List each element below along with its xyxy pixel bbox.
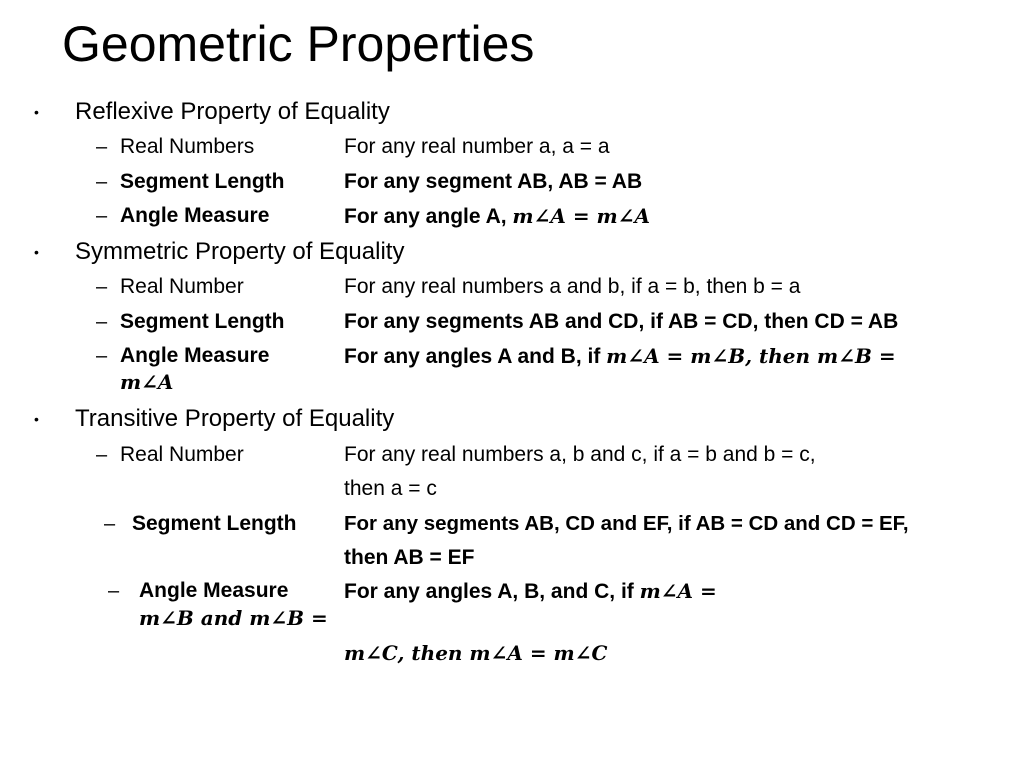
definition-transitive-angle bbox=[344, 578, 717, 605]
term-segment-length: Segment Length bbox=[120, 310, 285, 333]
dash-marker: – bbox=[96, 345, 108, 367]
section-heading-transitive: Transitive Property of Equality bbox=[75, 405, 395, 432]
math-continuation: m∠C, then m∠A = m∠C bbox=[344, 641, 608, 665]
dash-marker: – bbox=[96, 171, 108, 193]
term-angle-measure: Angle Measure bbox=[139, 579, 289, 602]
definition-symmetric-real: For any real numbers a and b, if a = b, then b = a bbox=[344, 275, 801, 298]
definition-text: For any angle A, bbox=[344, 205, 513, 228]
definition-text: For any angles A, B, and C, if bbox=[344, 580, 640, 603]
bullet-marker: • bbox=[34, 244, 39, 260]
math-continuation: m∠B and m∠B = bbox=[139, 606, 328, 630]
dash-marker: – bbox=[96, 276, 108, 298]
dash-marker: – bbox=[104, 513, 116, 535]
math-expression: m∠A = m∠A bbox=[512, 204, 650, 228]
definition-symmetric-segment: For any segments AB and CD, if AB = CD, then CD = AB bbox=[344, 310, 899, 333]
term-real-number: Real Number bbox=[120, 275, 244, 298]
definition-reflexive-real: For any real number a, a = a bbox=[344, 135, 610, 158]
math-expression: m∠A = bbox=[639, 579, 717, 603]
term-real-numbers: Real Numbers bbox=[120, 135, 255, 158]
dash-marker: – bbox=[96, 205, 108, 227]
definition-continuation: then AB = EF bbox=[344, 546, 475, 569]
math-expression: m∠A = m∠B, then m∠B = bbox=[606, 344, 896, 368]
definition-reflexive-angle bbox=[344, 203, 650, 230]
term-segment-length: Segment Length bbox=[132, 512, 297, 535]
definition-continuation: then a = c bbox=[344, 477, 437, 500]
bullet-marker: • bbox=[34, 411, 39, 427]
section-heading-symmetric: Symmetric Property of Equality bbox=[75, 238, 405, 265]
slide-title: Geometric Properties bbox=[62, 16, 535, 72]
term-segment-length: Segment Length bbox=[120, 170, 285, 193]
dash-marker: – bbox=[96, 311, 108, 333]
definition-transitive-real: For any real numbers a, b and c, if a = b and b = c, bbox=[344, 443, 816, 466]
term-angle-measure: Angle Measure bbox=[120, 344, 270, 367]
dash-marker: – bbox=[108, 580, 120, 602]
term-real-number: Real Number bbox=[120, 443, 244, 466]
dash-marker: – bbox=[96, 136, 108, 158]
definition-symmetric-angle bbox=[344, 343, 896, 370]
definition-reflexive-segment: For any segment AB, AB = AB bbox=[344, 170, 643, 193]
section-heading-reflexive: Reflexive Property of Equality bbox=[75, 98, 390, 125]
math-continuation: m∠A bbox=[120, 370, 174, 394]
definition-transitive-segment: For any segments AB, CD and EF, if AB = CD and CD = EF, bbox=[344, 512, 909, 535]
term-angle-measure: Angle Measure bbox=[120, 204, 270, 227]
dash-marker: – bbox=[96, 444, 108, 466]
bullet-marker: • bbox=[34, 104, 39, 120]
definition-text: For any angles A and B, if bbox=[344, 345, 607, 368]
